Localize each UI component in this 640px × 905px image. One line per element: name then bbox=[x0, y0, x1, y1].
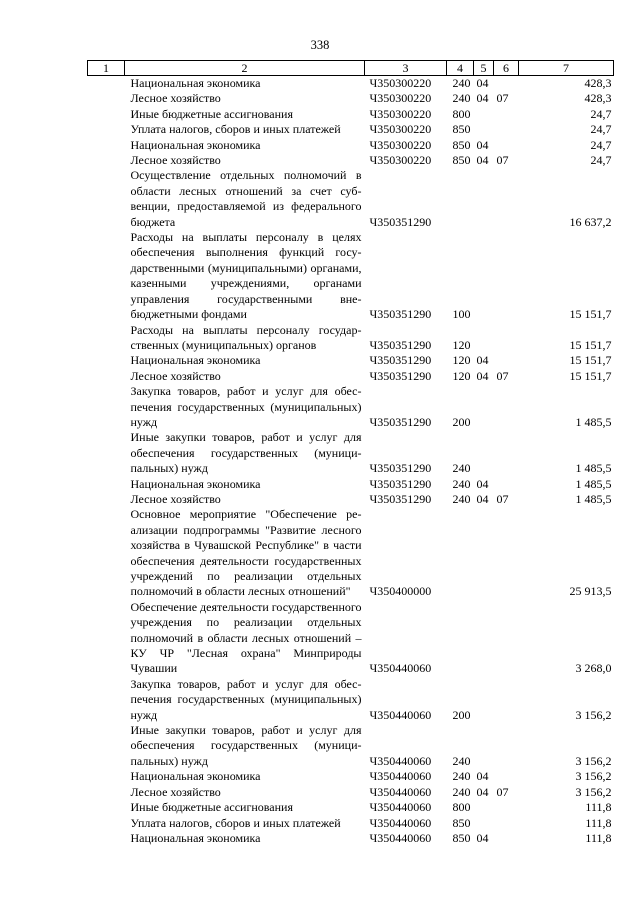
expense-name-cell: Национальная экономика bbox=[130, 476, 261, 491]
expense-name-cell: Лесное хозяйство bbox=[130, 491, 221, 506]
expense-type-cell: 240 bbox=[452, 461, 471, 476]
table-row bbox=[88, 430, 614, 476]
table-row bbox=[88, 492, 614, 507]
table-header bbox=[88, 61, 614, 76]
amount-cell: 3 156,2 bbox=[575, 707, 612, 722]
subsection-cell: 07 bbox=[496, 368, 509, 383]
amount-cell: 1 485,5 bbox=[575, 461, 612, 476]
table-row bbox=[88, 323, 614, 354]
subsection-cell bbox=[494, 353, 519, 368]
subsection-cell: 07 bbox=[496, 153, 509, 168]
section-cell bbox=[474, 384, 494, 430]
section-cell bbox=[474, 323, 494, 354]
table-row bbox=[88, 785, 614, 800]
expense-type-cell bbox=[447, 168, 474, 230]
amount-cell: 24,7 bbox=[590, 137, 612, 152]
expense-name-cell: Иные бюджетные ассигнования bbox=[130, 106, 293, 121]
subsection-cell bbox=[494, 477, 519, 492]
section-cell: 04 bbox=[476, 476, 489, 491]
expense-type-cell: 120 bbox=[452, 337, 471, 352]
expense-name-cell: Иные закупки товаров, работ и услуг для обеспечения государственных (муниципальных) нужд bbox=[130, 430, 362, 476]
row-index-cell bbox=[88, 785, 125, 800]
section-cell bbox=[474, 122, 494, 137]
subsection-cell: 07 bbox=[496, 491, 509, 506]
expense-type-cell: 240 bbox=[452, 91, 471, 106]
section-cell bbox=[474, 800, 494, 815]
expense-name-cell: Национальная экономика bbox=[130, 76, 261, 90]
target-article-cell: Ч350351290 bbox=[369, 461, 432, 476]
column-header-2: 2 bbox=[125, 61, 365, 76]
target-article-cell: Ч350300220 bbox=[369, 91, 432, 106]
section-cell bbox=[474, 816, 494, 831]
expense-type-cell: 120 bbox=[452, 353, 471, 368]
target-article-cell: Ч350440060 bbox=[369, 769, 432, 784]
subsection-cell bbox=[494, 769, 519, 784]
subsection-cell bbox=[494, 122, 519, 137]
table-row bbox=[88, 384, 614, 430]
table-row bbox=[88, 477, 614, 492]
expense-name-cell: Национальная экономика bbox=[130, 769, 261, 784]
section-cell bbox=[474, 677, 494, 723]
amount-cell: 1 485,5 bbox=[575, 491, 612, 506]
target-article-cell: Ч350351290 bbox=[369, 368, 432, 383]
subsection-cell bbox=[494, 677, 519, 723]
section-cell: 04 bbox=[476, 784, 489, 799]
expense-name-cell: Уплата налогов, сборов и иных платежей bbox=[130, 815, 341, 830]
amount-cell: 3 156,2 bbox=[575, 769, 612, 784]
subsection-cell bbox=[494, 384, 519, 430]
expense-name-cell: Расходы на выплаты персоналу государственных (муниципальных) органов bbox=[130, 322, 362, 352]
expense-type-cell bbox=[447, 600, 474, 677]
amount-cell: 3 268,0 bbox=[575, 661, 612, 676]
expense-name-cell: Закупка товаров, работ и услуг для обеспечения государственных (муниципальных) нужд bbox=[130, 676, 362, 722]
subsection-cell: 07 bbox=[496, 91, 509, 106]
table-row bbox=[88, 723, 614, 769]
row-index-cell bbox=[88, 369, 125, 384]
amount-cell: 111,8 bbox=[585, 800, 612, 815]
section-cell: 04 bbox=[476, 830, 489, 845]
row-index-cell bbox=[88, 353, 125, 368]
amount-cell: 3 156,2 bbox=[575, 753, 612, 768]
table-row bbox=[88, 76, 614, 92]
expense-type-cell: 850 bbox=[452, 153, 471, 168]
amount-cell: 16 637,2 bbox=[569, 214, 612, 229]
target-article-cell: Ч350300220 bbox=[369, 106, 432, 121]
expense-name-cell: Национальная экономика bbox=[130, 353, 261, 368]
table-row bbox=[88, 831, 614, 846]
amount-cell: 24,7 bbox=[590, 122, 612, 137]
row-index-cell bbox=[88, 230, 125, 322]
expense-name-cell: Обеспечение деятельности государственного учреждения по реализации отдельных полномочий в области лесных отношений – КУ ЧР "Лесная охрана" Минприроды Чувашии bbox=[130, 599, 362, 676]
target-article-cell: Ч350351290 bbox=[369, 214, 432, 229]
table-row bbox=[88, 369, 614, 384]
target-article-cell: Ч350400000 bbox=[369, 584, 432, 599]
page-number: 338 bbox=[310, 38, 330, 52]
expense-name-cell: Национальная экономика bbox=[130, 830, 261, 845]
row-index-cell bbox=[88, 507, 125, 599]
expense-type-cell: 800 bbox=[452, 800, 471, 815]
row-index-cell bbox=[88, 138, 125, 153]
target-article-cell: Ч350300220 bbox=[369, 137, 432, 152]
section-cell: 04 bbox=[476, 769, 489, 784]
target-article-cell: Ч350440060 bbox=[369, 800, 432, 815]
expense-type-cell: 200 bbox=[452, 707, 471, 722]
target-article-cell: Ч350351290 bbox=[369, 307, 432, 322]
table-row bbox=[88, 138, 614, 153]
expense-type-cell: 800 bbox=[452, 106, 471, 121]
expense-type-cell: 240 bbox=[452, 476, 471, 491]
expense-name-cell: Лесное хозяйство bbox=[130, 153, 221, 168]
section-cell: 04 bbox=[476, 91, 489, 106]
subsection-cell bbox=[494, 831, 519, 846]
row-index-cell bbox=[88, 384, 125, 430]
table-row bbox=[88, 507, 614, 599]
expense-name-cell: Лесное хозяйство bbox=[130, 91, 221, 106]
section-cell bbox=[474, 230, 494, 322]
row-index-cell bbox=[88, 91, 125, 106]
target-article-cell: Ч350351290 bbox=[369, 337, 432, 352]
subsection-cell bbox=[494, 323, 519, 354]
expense-name-cell: Закупка товаров, работ и услуг для обеспечения государственных (муниципальных) нужд bbox=[130, 384, 362, 429]
section-cell: 04 bbox=[476, 353, 489, 368]
header-row bbox=[88, 61, 614, 76]
subsection-cell bbox=[494, 507, 519, 599]
target-article-cell: Ч350300220 bbox=[369, 122, 432, 137]
table-row bbox=[88, 677, 614, 723]
amount-cell: 111,8 bbox=[585, 830, 612, 845]
column-header-1: 1 bbox=[88, 61, 125, 76]
amount-cell: 428,3 bbox=[584, 76, 612, 90]
subsection-cell bbox=[494, 168, 519, 230]
target-article-cell: Ч350440060 bbox=[369, 753, 432, 768]
table-row bbox=[88, 769, 614, 784]
row-index-cell bbox=[88, 600, 125, 677]
expense-type-cell: 850 bbox=[452, 137, 471, 152]
row-index-cell bbox=[88, 492, 125, 507]
expense-name-cell: Уплата налогов, сборов и иных платежей bbox=[130, 122, 341, 137]
row-index-cell bbox=[88, 723, 125, 769]
target-article-cell: Ч350300220 bbox=[369, 153, 432, 168]
target-article-cell: Ч350440060 bbox=[369, 815, 432, 830]
table-row bbox=[88, 353, 614, 368]
row-index-cell bbox=[88, 430, 125, 476]
table-row bbox=[88, 600, 614, 677]
subsection-cell bbox=[494, 723, 519, 769]
expense-type-cell: 240 bbox=[452, 753, 471, 768]
section-cell bbox=[474, 430, 494, 476]
amount-cell: 24,7 bbox=[590, 153, 612, 168]
budget-table bbox=[87, 60, 614, 846]
amount-cell: 15 151,7 bbox=[569, 353, 612, 368]
subsection-cell bbox=[494, 107, 519, 122]
expense-type-cell bbox=[447, 507, 474, 599]
expense-name-cell: Лесное хозяйство bbox=[130, 368, 221, 383]
subsection-cell bbox=[494, 76, 519, 92]
expense-type-cell: 240 bbox=[452, 491, 471, 506]
row-index-cell bbox=[88, 153, 125, 168]
table-row bbox=[88, 122, 614, 137]
section-cell: 04 bbox=[476, 76, 489, 90]
target-article-cell: Ч350440060 bbox=[369, 707, 432, 722]
expense-type-cell: 240 bbox=[452, 784, 471, 799]
column-header-7: 7 bbox=[519, 61, 614, 76]
section-cell: 04 bbox=[476, 137, 489, 152]
expense-type-cell: 850 bbox=[452, 815, 471, 830]
amount-cell: 25 913,5 bbox=[569, 584, 612, 599]
table-row bbox=[88, 816, 614, 831]
section-cell: 04 bbox=[476, 153, 489, 168]
amount-cell: 1 485,5 bbox=[575, 414, 612, 429]
section-cell bbox=[474, 723, 494, 769]
table-row bbox=[88, 91, 614, 106]
expense-name-cell: Национальная экономика bbox=[130, 137, 261, 152]
target-article-cell: Ч350300220 bbox=[369, 76, 432, 90]
expense-name-cell: Основное мероприятие "Обеспечение реализации подпрограммы "Развитие лесного хозяйства в Чувашской Республике" в части обеспечения деятельности государственных учреждений по реализации отдельных полномочий в области лесных отношений" bbox=[130, 507, 362, 599]
table-row bbox=[88, 107, 614, 122]
expense-name-cell: Осуществление отдельных полномочий в области лесных отношений за счет субвенции, предоставляемой из федерального бюджета bbox=[130, 168, 362, 229]
row-index-cell bbox=[88, 76, 125, 92]
row-index-cell bbox=[88, 107, 125, 122]
expense-type-cell: 120 bbox=[452, 368, 471, 383]
row-index-cell bbox=[88, 831, 125, 846]
amount-cell: 111,8 bbox=[585, 815, 612, 830]
table-body bbox=[88, 76, 614, 847]
section-cell bbox=[474, 600, 494, 677]
amount-cell: 15 151,7 bbox=[569, 337, 612, 352]
amount-cell: 3 156,2 bbox=[575, 784, 612, 799]
table-row bbox=[88, 800, 614, 815]
row-index-cell bbox=[88, 816, 125, 831]
expense-name-cell: Расходы на выплаты персоналу в целях обеспечения выполнения функций государственными (муниципальными) органами, казенными учреждениями, органами управления государственными внебюджетными фондами bbox=[130, 230, 362, 322]
amount-cell: 428,3 bbox=[584, 91, 612, 106]
section-cell: 04 bbox=[476, 491, 489, 506]
target-article-cell: Ч350351290 bbox=[369, 476, 432, 491]
expense-type-cell: 850 bbox=[452, 122, 471, 137]
target-article-cell: Ч350440060 bbox=[369, 661, 432, 676]
target-article-cell: Ч350351290 bbox=[369, 491, 432, 506]
row-index-cell bbox=[88, 168, 125, 230]
subsection-cell bbox=[494, 600, 519, 677]
section-cell bbox=[474, 168, 494, 230]
row-index-cell bbox=[88, 477, 125, 492]
table-row bbox=[88, 168, 614, 230]
column-header-3: 3 bbox=[365, 61, 447, 76]
target-article-cell: Ч350351290 bbox=[369, 414, 432, 429]
column-header-5: 5 bbox=[474, 61, 494, 76]
target-article-cell: Ч350440060 bbox=[369, 784, 432, 799]
row-index-cell bbox=[88, 800, 125, 815]
expense-name-cell: Лесное хозяйство bbox=[130, 784, 221, 799]
expense-type-cell: 100 bbox=[452, 307, 471, 322]
expense-type-cell: 200 bbox=[452, 414, 471, 429]
subsection-cell: 07 bbox=[496, 784, 509, 799]
expense-type-cell: 240 bbox=[452, 76, 471, 90]
amount-cell: 1 485,5 bbox=[575, 476, 612, 491]
column-header-6: 6 bbox=[494, 61, 519, 76]
amount-cell: 15 151,7 bbox=[569, 368, 612, 383]
amount-cell: 24,7 bbox=[590, 106, 612, 121]
expense-name-cell: Иные закупки товаров, работ и услуг для обеспечения государственных (муниципальных) нужд bbox=[130, 723, 362, 768]
table-row bbox=[88, 230, 614, 322]
section-cell bbox=[474, 107, 494, 122]
row-index-cell bbox=[88, 769, 125, 784]
row-index-cell bbox=[88, 323, 125, 354]
subsection-cell bbox=[494, 430, 519, 476]
subsection-cell bbox=[494, 230, 519, 322]
target-article-cell: Ч350440060 bbox=[369, 830, 432, 845]
expense-name-cell: Иные бюджетные ассигнования bbox=[130, 800, 293, 815]
row-index-cell bbox=[88, 677, 125, 723]
target-article-cell: Ч350351290 bbox=[369, 353, 432, 368]
subsection-cell bbox=[494, 138, 519, 153]
column-header-4: 4 bbox=[447, 61, 474, 76]
section-cell: 04 bbox=[476, 368, 489, 383]
expense-type-cell: 850 bbox=[452, 830, 471, 845]
subsection-cell bbox=[494, 816, 519, 831]
subsection-cell bbox=[494, 800, 519, 815]
row-index-cell bbox=[88, 122, 125, 137]
table-row bbox=[88, 153, 614, 168]
section-cell bbox=[474, 507, 494, 599]
expense-type-cell: 240 bbox=[452, 769, 471, 784]
amount-cell: 15 151,7 bbox=[569, 307, 612, 322]
